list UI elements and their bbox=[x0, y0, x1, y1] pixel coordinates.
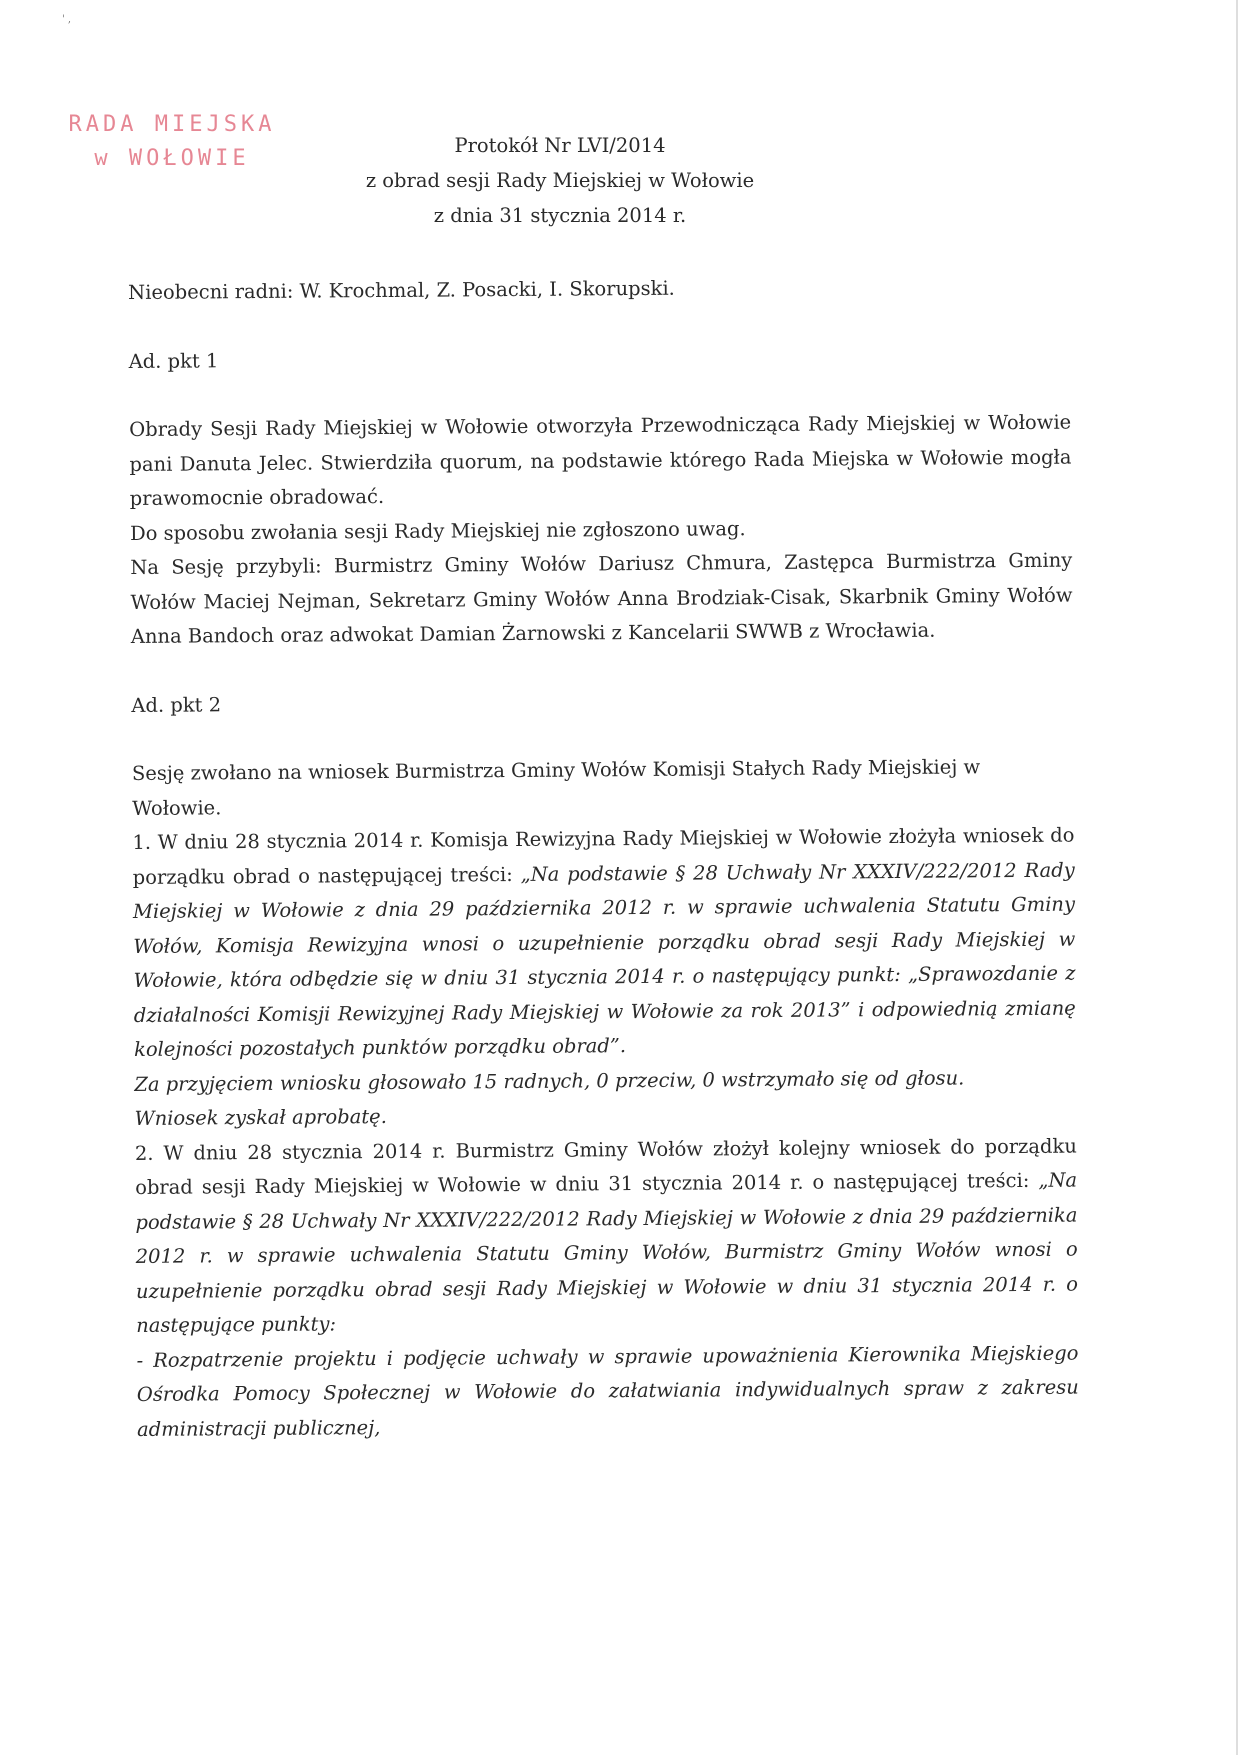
pkt2-intro: Sesję zwołano na wniosek Burmistrza Gminy Wołów Komisji Stałych Rady Miejskiej w Wołowie. bbox=[131, 755, 981, 820]
motion-2-text: 2. W dniu 28 stycznia 2014 r. Burmistrz Gminy Wołów złożył kolejny wniosek do porządku obrad sesji Rady Miejskiej w Wołowie w dniu 31 stycznia 2014 r. o następującej treści: bbox=[134, 1134, 1077, 1199]
pkt2-motion-2 bbox=[135, 1129, 1079, 1343]
absent-councillors: Nieobecni radni: W. Krochmal, Z. Posacki, I. Skorupski. bbox=[128, 276, 675, 304]
section-heading-pkt1: Ad. pkt 1 bbox=[128, 348, 219, 373]
pkt1-remarks: Do sposobu zwołania sesji Rady Miejskiej nie zgłoszono uwag. bbox=[129, 516, 746, 545]
pkt1-opening-paragraph: Obrady Sesji Rady Miejskiej w Wołowie otworzyła Przewodnicząca Rady Miejskiej w Wołowie pani Danuta Jelec. Stwierdziła quorum, na podstawie którego Rada Miejska w Wołowie mogła prawomocnie obradować. bbox=[129, 410, 1072, 510]
document-date: z dnia 31 stycznia 2014 r. bbox=[433, 204, 687, 227]
pkt2-motion-1 bbox=[132, 819, 1076, 1068]
motion-1-quote: „Na podstawie § 28 Uchwały Nr XXXIV/222/2012 Rady Miejskiej w Wołowie z dnia 29 października 2012 r. w sprawie uchwalenia Statutu Gminy Wołów, Komisja Rewizyjna wnosi o uzupełnienie porządku obrad sesji Rady Miejskiej w Wołowie, która odbędzie się w dniu 31 stycznia 2014 r. o następujący punkt: „Sprawozdanie z działalności Komisji Rewizyjnej Rady Miejskiej w Wołowie za rok 2013” i odpowiednią zmianę kolejności pozostałych punktów porządku obrad”. bbox=[132, 858, 1076, 1061]
motion-1-text: 1. W dniu 28 stycznia 2014 r. Komisja Rewizyjna Rady Miejskiej w Wołowie złożyła wniosek do porządku obrad o następującej treści: bbox=[132, 823, 1075, 889]
stamp-line-1: RADA MIEJSKA bbox=[68, 112, 276, 137]
document-header bbox=[320, 128, 800, 233]
pkt1-attendees: Na Sesję przybyli: Burmistrz Gminy Wołów Dariusz Chmura, Zastępca Burmistrza Gminy Wołów Maciej Nejman, Sekretarz Gminy Wołów Anna Brodziak-Cisak, Skarbnik Gminy Wołów Anna Bandoch oraz adwokat Damian Żarnowski z Kancelarii SWWB z Wrocławia. bbox=[130, 548, 1073, 648]
council-stamp bbox=[22, 108, 322, 176]
motion-1-result: Wniosek zyskał aprobatę. bbox=[134, 1104, 387, 1130]
motion-2-quote: „Na podstawie § 28 Uchwały Nr XXXIV/222/2012 Rady Miejskiej w Wołowie z dnia 29 października 2012 r. w sprawie uchwalenia Statutu Gminy Wołów, Burmistrz Gminy Wołów wnosi o uzupełnienie porządku obrad sesji Rady Miejskiej w Wołowie w dniu 31 stycznia 2014 r. o następujące punkty: bbox=[135, 1168, 1079, 1337]
stamp-line-2: w WOŁOWIE bbox=[94, 146, 250, 171]
motion-2-point-1: - Rozpatrzenie projektu i podjęcie uchwały w sprawie upoważnienia Kierownika Miejskiego Ośrodka Pomocy Społecznej w Wołowie do załatwiania indywidualnych spraw z zakresu administracji publicznej, bbox=[136, 1341, 1079, 1441]
section-heading-pkt2: Ad. pkt 2 bbox=[131, 692, 222, 717]
document-body bbox=[128, 269, 1079, 1447]
document-title: Protokół Nr LVI/2014 bbox=[454, 134, 666, 157]
motion-1-vote: Za przyjęciem wniosku głosowało 15 radnych, 0 przeciw, 0 wstrzymało się od głosu. bbox=[134, 1065, 965, 1096]
document-subtitle: z obrad sesji Rady Miejskiej w Wołowie bbox=[365, 169, 755, 192]
scan-marks: ' , bbox=[62, 14, 72, 25]
page-edge bbox=[1236, 0, 1238, 1755]
